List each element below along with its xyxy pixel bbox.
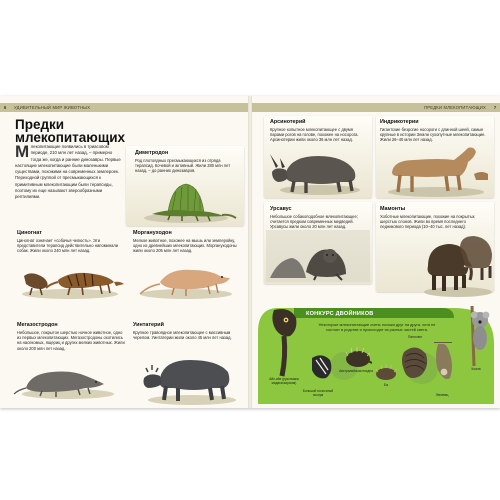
megazostrodon-title: Мегазостродон (17, 322, 58, 328)
koala-illustration (458, 306, 492, 366)
aye-aye-label: Айе-айе (руконожка мадагаскарская) (269, 377, 299, 385)
ursavus-title: Урсавус (270, 206, 292, 212)
mammoths-title: Мамонты (380, 206, 406, 212)
uintatherium-illustration (134, 348, 246, 406)
indricotherium-illustration (378, 144, 494, 198)
right-running-header (252, 103, 500, 112)
hedgehog-illustration (374, 364, 398, 380)
echidna-illustration (344, 346, 372, 368)
intro-dropcap: М (15, 142, 30, 161)
mammoths-illustration (420, 222, 496, 298)
morganucodon-text: Мелкое животное, похожее на мышь или землеройку, одно из древнейших млекопитающих. Моргануходоны жили около 205 млн лет назад. (133, 238, 237, 254)
contest-title: КОНКУРС ДВОЙНИКОВ (306, 311, 374, 317)
indricotherium-text: Гигантские безрогие носороги с длинной шеей, самые крупные в истории Земли сухопутные млекопитающие. Жили 26–40 млн лет назад. (380, 127, 486, 143)
left-running-header (0, 103, 248, 112)
dimetrodon-illustration (130, 180, 242, 224)
contest-description: Некоторые млекопитающие очень похожи друг на друга, хотя не состоят в родстве и происходят из разных частей света. (318, 322, 436, 332)
morganucodon-illustration (130, 256, 245, 300)
hedgehog-label: Еж (383, 383, 389, 387)
ursavus-text: Небольшое собакоподобное млекопитающее; считается предком современных медведей. Урсавусы жили около 20 млн лет назад. (270, 214, 358, 230)
doubles-contest-section (258, 304, 494, 404)
sloth-label: Ленивец (435, 393, 449, 397)
megazostrodon-illustration (12, 358, 124, 400)
left-page-number: 6 (3, 105, 7, 110)
uintatherium-text: Крупное травоядное млекопитающее с массивным черепом. Уинтатерии жили около 45 млн лет назад. (133, 330, 232, 341)
mammoths-text: Хоботные млекопитающие, похожие на покрытых шерстью слонов. Жили во время последнего ледникового периода (10–40 тыс. лет назад). (380, 214, 475, 230)
arsinoitherium-title: Арсинотерий (270, 119, 306, 125)
arsinoitherium-text: Крупное копытное млекопитающее с двумя парами рогов на голове, похожее на носорога. Арсинотерии жили около 36 млн лет назад. (270, 127, 359, 143)
intro-text: лекопитающие появились в триасовом периоде, 210 млн лет назад, – примерно тогда же, когда и ранние динозавры. Первые настоящие млекопитающие были маленькими существами, похожими на современных землероек. Переходной группой от пресмыкающихся к примитивным млекопитающим были терапсиды, поэтому их еще называют зверообразными рептилиями. (15, 144, 121, 200)
intro-paragraph (15, 144, 123, 201)
cynognathus-text: Циногнат означает «собачья челюсть». Эти представители терапсид действительно напоминали собак. Жили около 240 млн лет назад. (17, 238, 119, 254)
book-spread (0, 96, 500, 408)
pangolin-illustration (398, 342, 430, 386)
possum-illustration (306, 350, 336, 384)
left-running-title: УДИВИТЕЛЬНЫЙ МИР ЖИВОТНЫХ (14, 105, 91, 110)
pangolin-label: Панголин (407, 335, 423, 339)
uintatherium-title: Уинтатерий (133, 322, 164, 328)
indricotherium-title: Индрикотерии (380, 119, 419, 125)
possum-label: Большой полосатый поссум (302, 389, 334, 397)
cynognathus-title: Циногнат (17, 230, 42, 236)
page-title: Предки млекопитающих (15, 117, 126, 145)
cynognathus-illustration (12, 256, 127, 300)
ursavus-illustration (266, 230, 370, 282)
aye-aye-illustration (264, 306, 306, 382)
sloth-illustration (430, 342, 456, 392)
arsinoitherium-illustration (266, 148, 370, 196)
dimetrodon-title: Диметродон (135, 150, 169, 156)
morganucodon-title: Моргануходон (133, 230, 172, 236)
koala-label: Коала (471, 367, 481, 371)
megazostrodon-text: Небольшое, покрытое шерстью ночное животное, одно из первых млекопитающих. Мегазостродоны охотились на насекомых, ящериц и других мелких животных. Жили около 200 млн лет назад. (17, 330, 125, 351)
book-gutter (248, 96, 252, 408)
right-running-title: ПРЕДКИ МЛЕКОПИТАЮЩИХ (424, 105, 486, 110)
dimetrodon-text: Род плотоядных пресмыкающихся из отряда терапсид. Кочевой и активный. Жили 280 млн лет назад, – до ранних динозавров. (135, 158, 231, 174)
right-page-number: 7 (493, 105, 497, 110)
echidna-label: Австралийская ехидна (339, 369, 373, 373)
